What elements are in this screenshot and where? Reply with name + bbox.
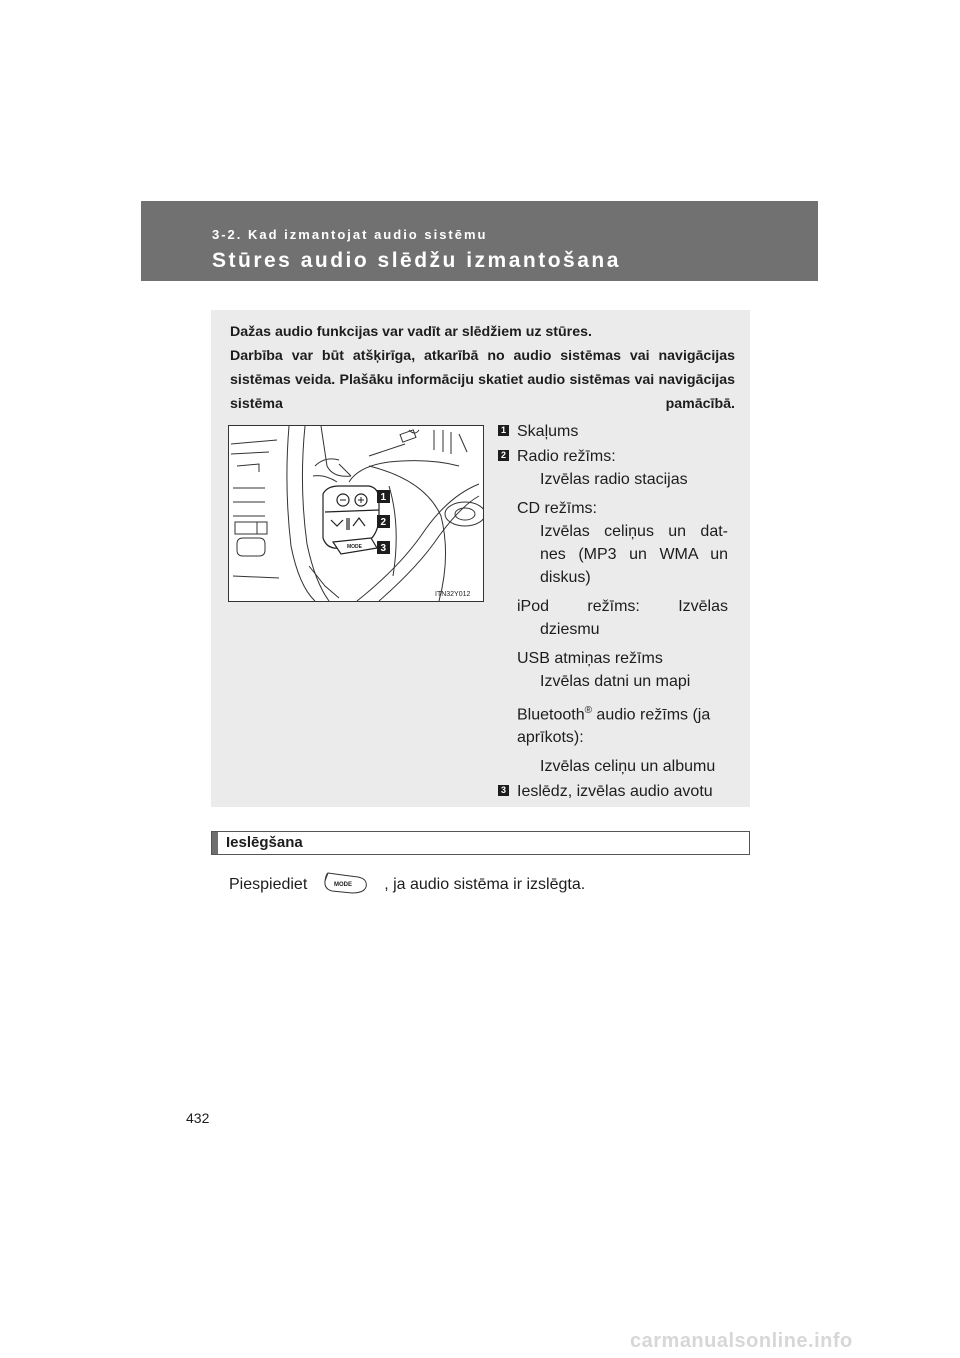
mode-switch-label: MODE — [347, 544, 362, 550]
steering-wheel-drawing — [229, 426, 483, 601]
legend-item-3 — [498, 780, 728, 803]
legend-label-3: Ieslēdz, izvēlas audio avotu — [517, 783, 713, 801]
legend-item-1 — [498, 420, 728, 443]
cd-desc-2: nes (MP3 un WMA un — [540, 546, 728, 563]
radio-desc: Izvēlas radio stacijas — [540, 471, 688, 488]
intro-text — [230, 320, 735, 416]
intro-line-2: Darbība var būt atšķirīga, atkarībā no audio sistēmas vai navigācijas sistēmas veida. Plašāku informāciju skatiet audio sistēmas vai navigācijas sistēma pamācībā. — [230, 348, 735, 412]
bluetooth-rest: audio režīms (ja — [591, 706, 711, 724]
subsection-heading — [211, 831, 750, 855]
usb-label: USB atmiņas režīms — [517, 650, 663, 667]
instruction-text — [229, 873, 585, 897]
bluetooth-desc: Izvēlas celiņu un albumu — [540, 758, 716, 776]
legend-label-1: Skaļums — [517, 423, 579, 440]
callout-3: 3 — [380, 543, 387, 554]
legend-label-2: Radio režīms: — [517, 448, 616, 465]
mode-button-drawing — [322, 871, 370, 895]
legend-badge-1: 1 — [498, 425, 509, 436]
registered-mark: ® — [584, 705, 592, 716]
legend — [498, 420, 728, 803]
callout-2: 2 — [380, 517, 387, 528]
page-title: Stūres audio slēdžu izmantošana — [212, 249, 621, 272]
legend-item-2 — [498, 445, 728, 778]
callout-1: 1 — [380, 492, 387, 503]
instruction-after: , ja audio sistēma ir izslēgta. — [384, 876, 586, 894]
mode-button-icon — [322, 871, 370, 895]
bluetooth-name: Bluetooth — [517, 706, 585, 724]
usb-desc: Izvēlas datni un mapi — [540, 673, 691, 690]
mode-button-label: MODE — [333, 882, 352, 888]
legend-badge-3: 3 — [498, 785, 509, 796]
cd-label: CD režīms: — [517, 500, 597, 517]
intro-line-1: Dažas audio funkcijas var vadīt ar slēdžiem uz stūres. — [230, 324, 592, 340]
subsection-title: Ieslēgšana — [226, 834, 303, 851]
bluetooth-label-2: aprīkots): — [517, 729, 584, 747]
subsection-bar — [212, 832, 218, 854]
cd-desc-1: Izvēlas celiņus un dat- — [540, 523, 728, 540]
watermark: carmanualsonline.info — [630, 1330, 853, 1352]
figure-code: ITN32Y012 — [435, 591, 471, 598]
legend-badge-2: 2 — [498, 450, 509, 461]
info-box — [211, 310, 750, 807]
instruction-before: Piespiediet — [229, 876, 308, 894]
page-header — [141, 201, 818, 281]
cd-desc-3: diskus) — [540, 569, 591, 586]
page-number: 432 — [186, 1110, 210, 1126]
ipod-desc: dziesmu — [540, 621, 600, 638]
steering-wheel-illustration — [228, 425, 484, 602]
bluetooth-label — [498, 699, 728, 726]
ipod-label: iPod režīms: Izvēlas — [517, 598, 728, 615]
section-label: 3-2. Kad izmantojat audio sistēmu — [212, 227, 488, 242]
